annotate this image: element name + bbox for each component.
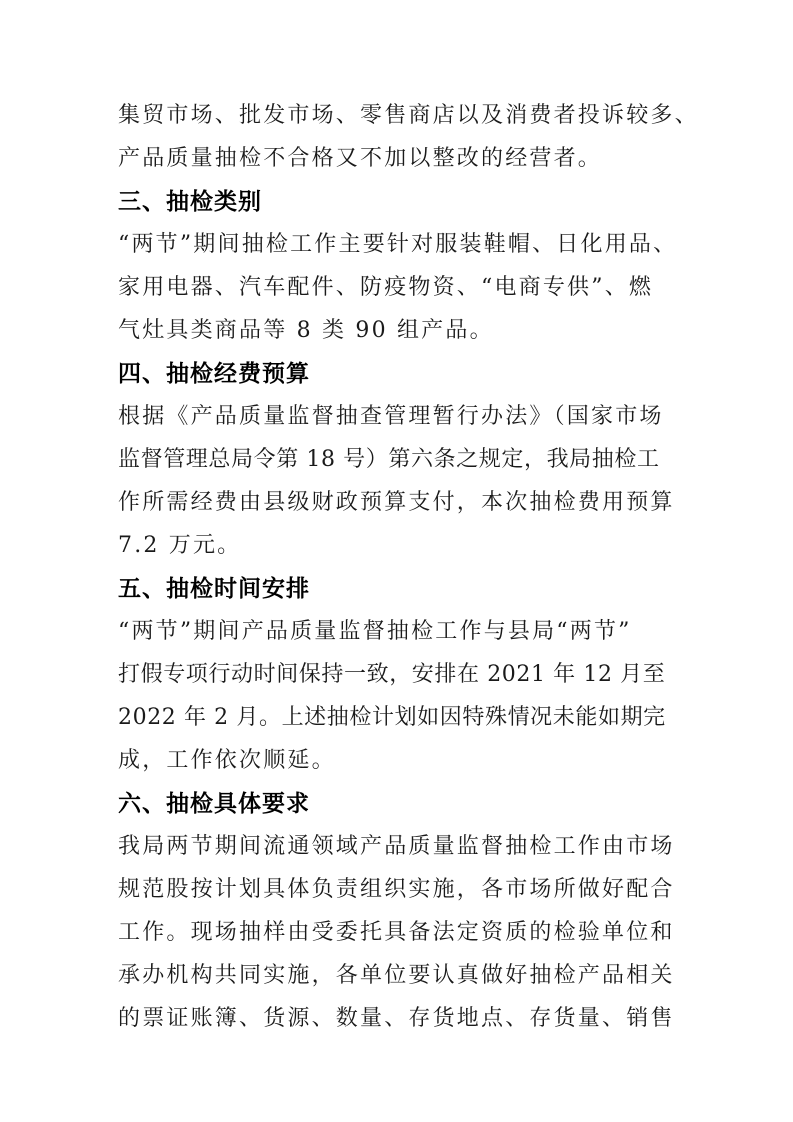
body-text-line: “两节”期间产品质量监督抽检工作与县局“两节” bbox=[118, 619, 632, 644]
body-text-line: 集贸市场、批发市场、零售商店以及消费者投诉较多、 bbox=[118, 103, 699, 128]
body-text-line: 规范股按计划具体负责组织实施，各市场所做好配合 bbox=[118, 877, 675, 902]
body-text-line: 监督管理总局令第 18 号）第六条之规定，我局抽检工 bbox=[118, 447, 660, 472]
section-heading-5: 五、抽检时间安排 bbox=[118, 576, 310, 602]
body-text-line: 作所需经费由县级财政预算支付，本次抽检费用预算 bbox=[118, 490, 675, 515]
body-text-line: 家用电器、汽车配件、防疫物资、“电商专供”、燃 bbox=[118, 275, 654, 300]
body-text-line: 成，工作依次顺延。 bbox=[118, 748, 336, 773]
body-text-line: 2022 年 2 月。上述抽检计划如因特殊情况未能如期完 bbox=[118, 705, 666, 730]
body-text-line: 我局两节期间流通领域产品质量监督抽检工作由市场 bbox=[118, 834, 675, 859]
body-text-line: 产品质量抽检不合格又不加以整改的经营者。 bbox=[118, 146, 603, 171]
body-text-line: 的票证账簿、货源、数量、存货地点、存货量、销售 bbox=[118, 1006, 675, 1031]
body-text-line: 气灶具类商品等 8 类 90 组产品。 bbox=[118, 318, 494, 343]
body-text-line: 承办机构共同实施，各单位要认真做好抽检产品相关 bbox=[118, 963, 675, 988]
body-text-line: 7.2 万元。 bbox=[118, 533, 242, 558]
section-heading-4: 四、抽检经费预算 bbox=[118, 361, 310, 387]
body-text-line: 打假专项行动时间保持一致，安排在 2021 年 12 月至 bbox=[118, 662, 666, 687]
section-heading-3: 三、抽检类别 bbox=[118, 189, 262, 215]
section-heading-6: 六、抽检具体要求 bbox=[118, 791, 310, 817]
body-text-line: 工作。现场抽样由受委托具备法定资质的检验单位和 bbox=[118, 920, 675, 945]
body-text-line: 根据《产品质量监督抽查管理暂行办法》（国家市场 bbox=[118, 404, 664, 429]
body-text-line: “两节”期间抽检工作主要针对服装鞋帽、日化用品、 bbox=[118, 232, 678, 257]
